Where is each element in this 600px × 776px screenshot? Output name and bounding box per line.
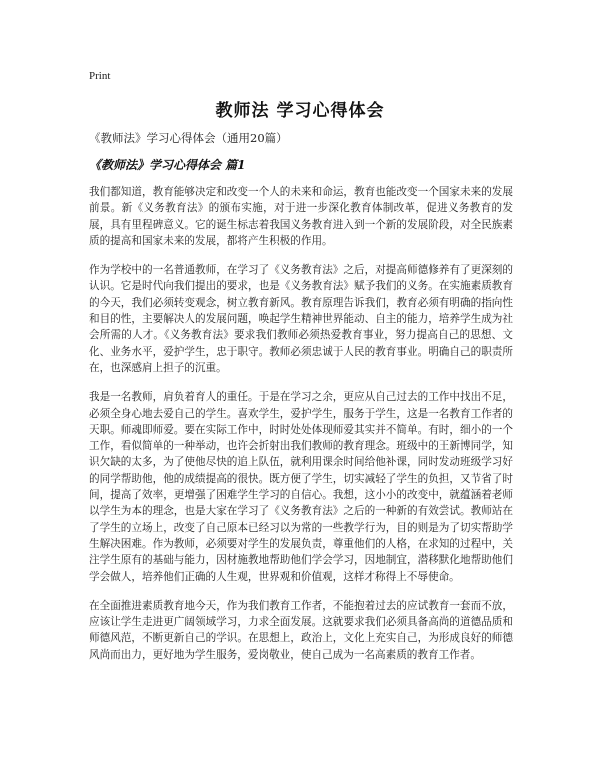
paragraph: 在全面推进素质教育地今天，作为我们教育工作者，不能抱着过去的应试教育一套而不放，应该让学生走进更广阔领域学习，力求全面发展。这就要求我们必须具备高尚的道德品质和师德风范，不断更新自己的学识。在思想上，政治上，文化上充实自己，为形成良好的师德风尚而出力，更好地为学生服务，爱岗敬业，使自己成为一名高素质的教育工作者。 <box>89 599 513 661</box>
paragraph: 作为学校中的一名普通教师，在学习了《义务教育法》之后，对提高师德修养有了更深刻的认识。它是时代向我们提出的要求，也是《义务教育法》赋予我们的义务。在实施素质教育的今天，我们必须转变观念，树立教育新风。教育原理告诉我们，教育必须有明确的指向性和目的性，主要解决人的发展问题，唤起学生精神世界能动、自主的能力，培养学生成为社会所需的人才。《义务教育法》要求我们教师必须热爱教育事业，努力提高自己的思想、文化、业务水平，爱护学生，忠于职守。教师必须忠诚于人民的教育事业。明确自己的职责所在，也深感肩上担子的沉重。 <box>89 264 513 374</box>
article-body <box>89 184 513 676</box>
paragraph: 我们都知道，教育能够决定和改变一个人的未来和命运，教育也能改变一个国家未来的发展前景。新《义务教育法》的颁布实施，对于进一步深化教育体制改革，促进义务教育的发展，具有里程碑意义。它的诞生标志着我国义务教育进入到一个新的发展阶段，对全民族素质的提高和国家未来的发展，都将产生积极的作用。 <box>89 186 513 247</box>
document-subtitle: 《教师法》学习心得体会（通用20篇） <box>89 131 288 145</box>
paragraph: 我是一名教师，肩负着育人的重任。于是在学习之余，更应从自己过去的工作中找出不足，必须全身心地去爱自己的学生。喜欢学生，爱护学生，服务于学生，这是一名教育工作者的天职。师魂即师爱。要在实际工作中，时时处处体现师爱其实并不简单。有时，细小的一个工作，看似简单的一种举动，也许会折射出我们教师的教育理念。班级中的王新博同学，知识欠缺的太多，为了使他尽快的追上队伍，就利用课余时间给他补课，同时发动班级学习好的同学帮助他，他的成绩提高的很快。既方便了学生，切实减轻了学生的负担，又节省了时间，提高了效率，更增强了困难学生学习的自信心。我想，这小小的改变中，就蕴涵着老师以学生为本的理念，也是大家在学习了《义务教育法》之后的一种新的有效尝试。教师站在了学生的立场上，改变了自己原本已经习以为常的一些教学行为，目的则是为了切实帮助学生解决困难。作为教师，必须要对学生的发展负责，尊重他们的人格，在求知的过程中，关注学生原有的基础与能力，因材施教地帮助他们学会学习，因地制宜，潜移默化地帮助他们学会做人，培养他们正确的人生观，世界观和价值观，这样才称得上不辱使命。 <box>89 391 513 583</box>
section-heading: 《教师法》学习心得体会 篇1 <box>89 158 246 172</box>
print-link[interactable]: Print <box>89 70 111 82</box>
page-title: 教师法 学习心得体会 <box>215 101 385 121</box>
